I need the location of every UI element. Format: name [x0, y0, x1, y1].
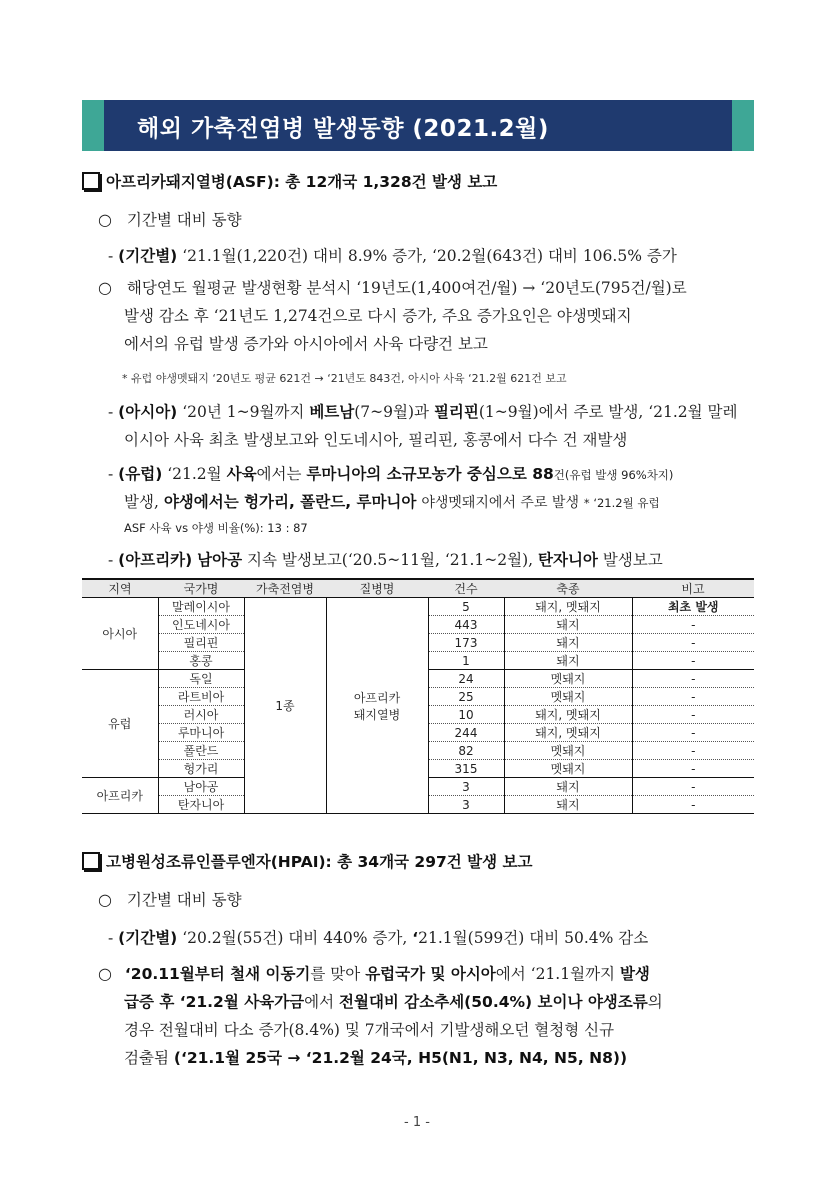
asf-period-text: ‘21.1월(1,220건) 대비 8.9% 증가, ‘20.2월(643건) 대비 106.5% 증가 — [182, 247, 677, 265]
species-cell: 돼지, 멧돼지 — [504, 724, 632, 742]
hpai-line1 — [98, 962, 650, 984]
asf-asia-label: (아시아) — [118, 403, 178, 421]
asf-europe-bold: 루마니아의 소규모농가 중심으로 88 — [306, 465, 554, 483]
hpai-text: 를 맞아 — [310, 965, 361, 983]
disease-name-line: 아프리카 — [353, 690, 401, 705]
hpai-text: 검출됨 — [124, 1049, 169, 1067]
page-title: 해외 가축전염병 발생동향 (2021.2월) — [137, 116, 549, 142]
asf-europe-text: 야생멧돼지에서 주로 발생 — [421, 495, 579, 511]
country-cell: 홍콩 — [158, 652, 244, 670]
note-cell: - — [632, 796, 754, 814]
species-cell: 돼지 — [504, 652, 632, 670]
hpai-bold: 전월대비 감소추세(50.4%) 보이나 야생조류 — [339, 993, 648, 1011]
disease-count-cell: 1종 — [244, 598, 326, 814]
species-cell: 멧돼지 — [504, 688, 632, 706]
hpai-bold: (‘21.1월 25국 → ‘21.2월 24국, H5(N1, N3, N4, N5, N8)) — [173, 1049, 628, 1067]
count-cell: 82 — [428, 742, 504, 760]
table-row — [82, 598, 754, 616]
hpai-heading: 고병원성조류인플루엔자(HPAI): 총 34개국 297건 발생 보고 — [106, 853, 533, 871]
asf-heading: 아프리카돼지열병(ASF): 총 12개국 1,328건 발생 보고 — [106, 173, 498, 191]
country-cell: 독일 — [158, 670, 244, 688]
hpai-line3: 경우 전월대비 다소 증가(8.4%) 및 7개국에서 기발생해오던 혈청형 신규 — [124, 1021, 615, 1039]
hpai-compare-line — [98, 888, 242, 910]
asf-africa-bold: 남아공 — [197, 551, 243, 569]
country-cell: 말레이시아 — [158, 598, 244, 616]
asf-analysis-line3: 에서의 유럽 발생 증가와 아시아에서 사육 다량건 보고 — [124, 335, 488, 353]
asf-europe-note: * ‘21.2월 유럽 — [583, 496, 660, 510]
hpai-period-quote: ‘ — [412, 929, 419, 947]
country-cell: 인도네시아 — [158, 616, 244, 634]
asf-asia-line1 — [108, 400, 737, 422]
dash-bullet: - — [108, 929, 119, 947]
note-cell: - — [632, 688, 754, 706]
table-header-cell: 축종 — [504, 579, 632, 598]
section-checkbox-icon — [82, 172, 100, 190]
species-cell: 돼지, 멧돼지 — [504, 706, 632, 724]
note-cell: - — [632, 778, 754, 796]
hpai-text: 에서 ‘21.1월까지 — [495, 965, 616, 983]
asf-africa-line — [108, 548, 663, 570]
asf-europe-small: 건(유럽 발생 96%차지) — [553, 468, 674, 482]
note-cell: - — [632, 616, 754, 634]
circle-bullet-icon: ○ — [98, 278, 112, 297]
count-cell: 173 — [428, 634, 504, 652]
hpai-period-label: (기간별) — [118, 929, 178, 947]
hpai-text: 에서 — [304, 993, 335, 1011]
asf-europe-bold: 야생에서는 헝가리, 폴란드, 루마니아 — [163, 493, 417, 511]
asf-analysis-text1: 해당연도 월평균 발생현황 분석시 ‘19년도(1,400여건/월) → ‘20년도(795건/월)로 — [126, 279, 687, 297]
banner-left-accent — [82, 100, 104, 151]
country-cell: 남아공 — [158, 778, 244, 796]
region-cell: 유럽 — [82, 670, 158, 778]
table-header-cell: 가축전염병 — [244, 579, 326, 598]
asf-europe-line2 — [124, 490, 660, 512]
disease-name-cell — [326, 598, 428, 814]
asf-africa-text: 지속 발생보고(‘20.5~11월, ‘21.1~2월), — [247, 551, 534, 569]
region-cell: 아시아 — [82, 598, 158, 670]
country-cell: 헝가리 — [158, 760, 244, 778]
dash-bullet: - — [108, 551, 119, 569]
asf-africa-label: (아프리카) — [118, 551, 193, 569]
dash-bullet: - — [108, 403, 119, 421]
asf-africa-text: 발생보고 — [602, 551, 663, 569]
asf-analysis-line1 — [98, 276, 687, 298]
species-cell: 멧돼지 — [504, 760, 632, 778]
region-cell: 아프리카 — [82, 778, 158, 814]
count-cell: 5 — [428, 598, 504, 616]
count-cell: 315 — [428, 760, 504, 778]
asf-europe-text: 에서는 — [256, 465, 302, 483]
country-cell: 폴란드 — [158, 742, 244, 760]
asf-asia-vietnam: 베트남 — [309, 403, 355, 421]
asf-asia-philippines: 필리핀 — [433, 403, 479, 421]
hpai-bold: 급증 후 ‘21.2월 사육가금 — [124, 993, 305, 1011]
note-cell: - — [632, 724, 754, 742]
note-cell: - — [632, 706, 754, 724]
asf-europe-line3: ASF 사육 vs 야생 비율(%): 13 : 87 — [124, 521, 308, 535]
species-cell: 멧돼지 — [504, 742, 632, 760]
country-cell: 필리핀 — [158, 634, 244, 652]
count-cell: 1 — [428, 652, 504, 670]
asf-period-label: (기간별) — [118, 247, 178, 265]
hpai-text: 의 — [647, 993, 663, 1011]
hpai-period-line — [108, 926, 648, 948]
dash-bullet: - — [108, 247, 119, 265]
country-cell: 라트비아 — [158, 688, 244, 706]
table-header-cell: 비고 — [632, 579, 754, 598]
title-banner — [82, 100, 754, 151]
hpai-line4 — [124, 1046, 627, 1068]
circle-bullet-icon: ○ — [98, 210, 112, 229]
asf-compare-text: 기간별 대비 동향 — [126, 211, 242, 229]
species-cell: 돼지 — [504, 616, 632, 634]
table-header-row — [82, 579, 754, 598]
note-cell: - — [632, 760, 754, 778]
asf-europe-text: ‘21.2월 — [167, 465, 222, 483]
country-cell: 탄자니아 — [158, 796, 244, 814]
species-cell: 돼지 — [504, 796, 632, 814]
count-cell: 244 — [428, 724, 504, 742]
asf-europe-bold: 사육 — [226, 465, 257, 483]
hpai-bold: 유럽국가 및 아시아 — [365, 965, 496, 983]
dash-bullet: - — [108, 465, 119, 483]
section-checkbox-icon — [82, 852, 100, 870]
hpai-period-text: 21.1월(599건) 대비 50.4% 감소 — [418, 929, 649, 947]
note-cell: - — [632, 652, 754, 670]
circle-bullet-icon: ○ — [98, 964, 112, 983]
note-cell: - — [632, 742, 754, 760]
asf-period-line — [108, 244, 677, 266]
note-cell: - — [632, 670, 754, 688]
asf-compare-line — [98, 208, 242, 230]
asf-asia-text: ‘20년 1~9월까지 — [182, 403, 305, 421]
count-cell: 24 — [428, 670, 504, 688]
hpai-compare-text: 기간별 대비 동향 — [126, 891, 242, 909]
hpai-bold: 발생 — [619, 965, 650, 983]
country-cell: 루마니아 — [158, 724, 244, 742]
asf-europe-line1 — [108, 462, 673, 484]
asf-asia-text: (7~9월)과 — [354, 403, 430, 421]
note-cell: - — [632, 634, 754, 652]
page-number: - 1 - — [404, 1115, 430, 1130]
asf-europe-text: 발생, — [124, 493, 159, 511]
hpai-period-text: ‘20.2월(55건) 대비 440% 증가, — [182, 929, 408, 947]
asf-country-table — [82, 578, 754, 814]
asf-footnote: * 유럽 야생멧돼지 ‘20년도 평균 621건 → ‘21년도 843건, 아시아 사육 ‘21.2월 621건 보고 — [122, 372, 567, 385]
asf-europe-label: (유럽) — [118, 465, 163, 483]
table-header-cell: 건수 — [428, 579, 504, 598]
circle-bullet-icon: ○ — [98, 890, 112, 909]
table-header-cell: 국가명 — [158, 579, 244, 598]
hpai-bold: ‘20.11월부터 철새 이동기 — [124, 965, 311, 983]
species-cell: 돼지 — [504, 778, 632, 796]
count-cell: 10 — [428, 706, 504, 724]
count-cell: 25 — [428, 688, 504, 706]
asf-africa-bold: 탄자니아 — [538, 551, 598, 569]
country-cell: 러시아 — [158, 706, 244, 724]
count-cell: 3 — [428, 796, 504, 814]
species-cell: 돼지, 멧돼지 — [504, 598, 632, 616]
table-header-cell: 질병명 — [326, 579, 428, 598]
count-cell: 3 — [428, 778, 504, 796]
banner-right-accent — [732, 100, 754, 151]
asf-asia-line2: 이시아 사육 최초 발생보고와 인도네시아, 필리핀, 홍콩에서 다수 건 재발생 — [124, 431, 628, 449]
count-cell: 443 — [428, 616, 504, 634]
asf-asia-text: (1~9월)에서 주로 발생, ‘21.2월 말레 — [478, 403, 738, 421]
asf-analysis-line2: 발생 감소 후 ‘21년도 1,274건으로 다시 증가, 주요 증가요인은 야생멧돼지 — [124, 307, 632, 325]
table-header-cell: 지역 — [82, 579, 158, 598]
note-cell: 최초 발생 — [632, 598, 754, 616]
species-cell: 멧돼지 — [504, 670, 632, 688]
species-cell: 돼지 — [504, 634, 632, 652]
hpai-line2 — [124, 990, 663, 1012]
disease-name-line: 돼지열병 — [353, 707, 401, 722]
